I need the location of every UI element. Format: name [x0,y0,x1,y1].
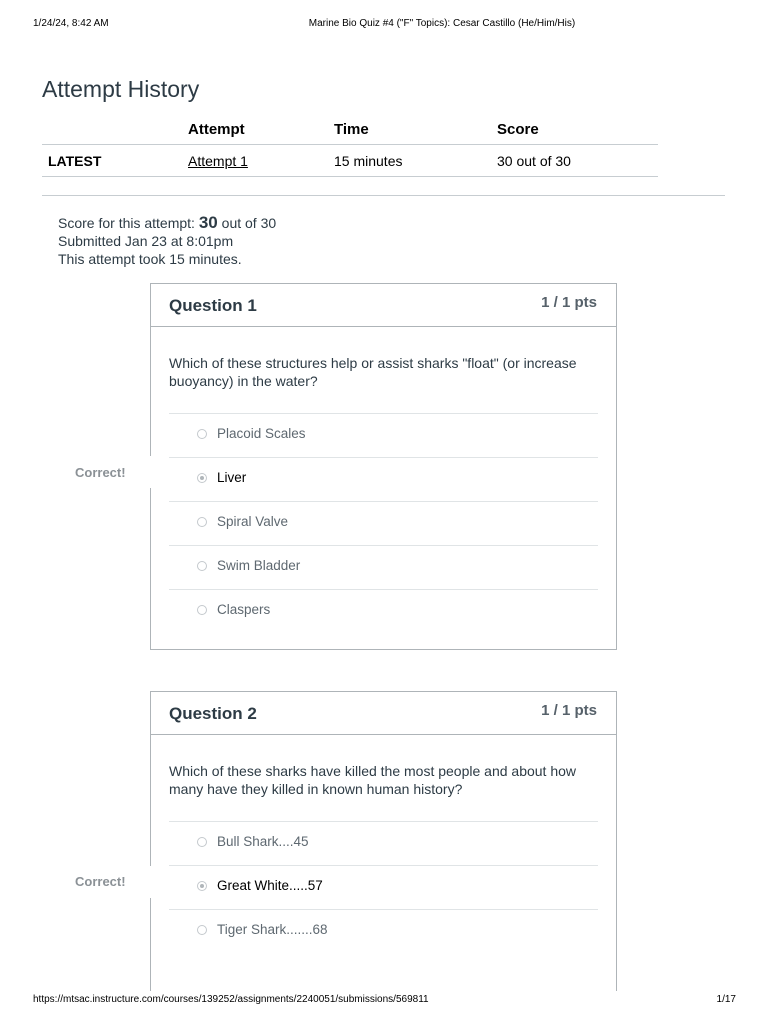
radio-button [197,517,207,527]
question-header [151,284,616,327]
print-title: Marine Bio Quiz #4 ("F" Topics): Cesar Castillo (He/Him/His) [308,18,576,29]
answer-label: Liver [217,470,247,485]
answer-label: Tiger Shark.......68 [217,922,328,937]
answer-list [169,821,598,953]
answer-option [169,501,598,545]
radio-button [197,925,207,935]
attempt-time: 15 minutes [334,145,497,177]
submitted-line: Submitted Jan 23 at 8:01pm [58,233,234,249]
question-points: 1 / 1 pts [541,294,597,311]
attempt-history-table [42,114,658,177]
section-divider [42,195,725,196]
attempt-summary [58,214,276,268]
correct-arrow-gap [148,456,154,488]
column-header-blank [42,114,188,145]
answer-option [169,909,598,953]
radio-button [197,561,207,571]
table-header-row [42,114,658,145]
answer-option [169,589,598,633]
answer-label: Placoid Scales [217,426,306,441]
score-value: 30 [198,213,218,232]
question-title: Question 2 [169,704,257,723]
attempt-1-link[interactable]: Attempt 1 [188,152,248,169]
radio-button [197,837,207,847]
radio-button-selected [197,881,207,891]
answer-label: Claspers [217,602,271,617]
answer-option [169,821,598,865]
question-2-card [150,691,617,991]
answer-label: Great White.....57 [217,878,323,893]
correct-arrow-gap [148,866,154,898]
correct-indicator: Correct! [75,465,126,480]
question-1-card [150,283,617,650]
print-date: 1/24/24, 8:42 AM [33,18,109,29]
column-header-score: Score [497,114,658,145]
answer-label: Bull Shark....45 [217,834,309,849]
radio-button-selected [197,473,207,483]
column-header-time: Time [334,114,497,145]
page-number: 1/17 [716,994,736,1005]
table-row [42,145,658,177]
answer-option [169,413,598,457]
correct-indicator: Correct! [75,874,126,889]
answer-label: Spiral Valve [217,514,289,529]
question-text: Which of these sharks have killed the most people and about how many have they killed in known human history? [169,763,577,797]
score-suffix: out of 30 [217,215,277,231]
question-header [151,692,616,735]
answer-label: Swim Bladder [217,558,301,573]
question-text: Which of these structures help or assist sharks "float" (or increase buoyancy) in the water? [169,355,577,389]
score-prefix: Score for this attempt: [58,215,199,231]
question-title: Question 1 [169,296,257,315]
answer-list [169,413,598,633]
attempt-score: 30 out of 30 [497,145,658,177]
print-url: https://mtsac.instructure.com/courses/139252/assignments/2240051/submissions/569811 [33,994,429,1005]
duration-line: This attempt took 15 minutes. [58,251,242,267]
answer-option-selected [169,457,598,501]
attempt-history-heading: Attempt History [42,76,200,102]
radio-button [197,429,207,439]
column-header-attempt: Attempt [188,114,334,145]
radio-button [197,605,207,615]
latest-label: LATEST [42,145,188,177]
answer-option-selected [169,865,598,909]
question-points: 1 / 1 pts [541,702,597,719]
score-line [58,214,276,232]
answer-option [169,545,598,589]
